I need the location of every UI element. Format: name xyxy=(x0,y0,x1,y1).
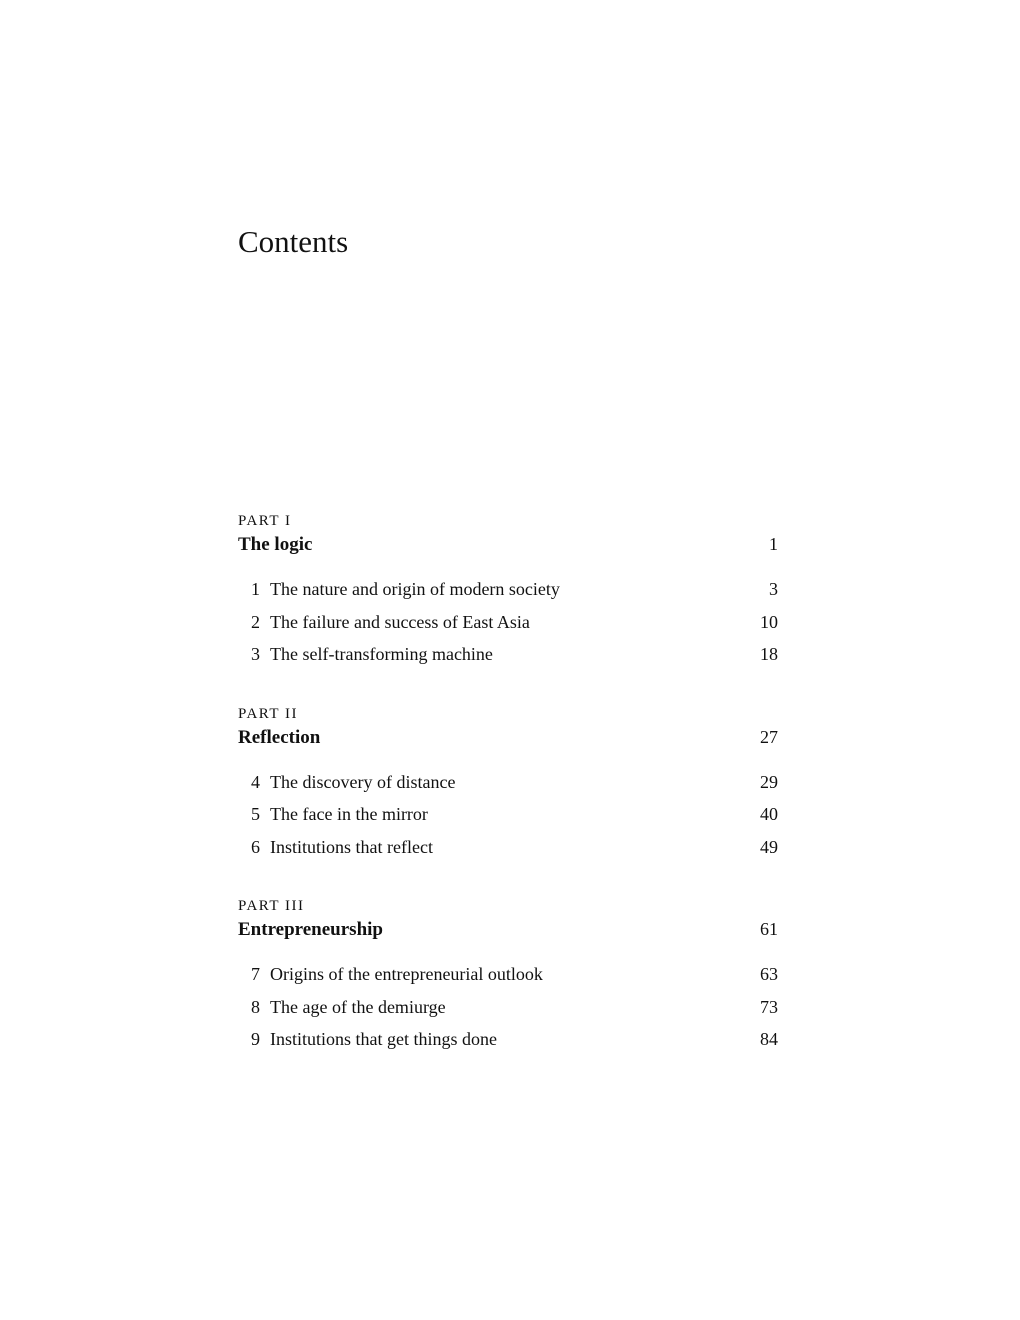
part-section xyxy=(238,897,778,1056)
page-number: 63 xyxy=(760,964,778,984)
part-label: PART I xyxy=(238,513,292,529)
part-label: PART III xyxy=(238,898,305,914)
chapter-entry xyxy=(238,573,778,606)
part-title: Entrepreneurship xyxy=(238,919,383,940)
chapter-list xyxy=(238,573,778,671)
chapter-number: 6 xyxy=(251,836,260,857)
chapter-entry xyxy=(238,1023,778,1056)
chapter-title: The face in the mirror xyxy=(270,804,428,824)
chapter-title: The age of the demiurge xyxy=(270,996,446,1017)
chapter-number: 4 xyxy=(251,771,260,792)
part-title: The logic xyxy=(238,534,313,555)
part-heading xyxy=(238,723,778,751)
chapter-entry xyxy=(238,991,778,1024)
chapter-number: 1 xyxy=(251,579,260,599)
part-section xyxy=(238,512,778,671)
page-number: 73 xyxy=(760,996,778,1017)
page-number: 18 xyxy=(760,644,778,664)
chapter-number: 8 xyxy=(251,996,260,1017)
chapter-number: 5 xyxy=(251,804,260,824)
chapter-number: 3 xyxy=(251,644,260,664)
part-section xyxy=(238,705,778,864)
chapter-list xyxy=(238,958,778,1056)
chapter-title: The failure and success of East Asia xyxy=(270,611,530,632)
part-title: Reflection xyxy=(238,726,321,748)
page-number: 84 xyxy=(760,1029,778,1049)
page-number: 10 xyxy=(760,611,778,632)
chapter-title: Institutions that reflect xyxy=(270,836,433,857)
chapter-number: 2 xyxy=(251,611,260,632)
chapter-number: 7 xyxy=(251,964,260,984)
chapter-entry xyxy=(238,831,778,864)
page-number: 29 xyxy=(760,771,778,792)
page-title: Contents xyxy=(238,224,349,259)
page-number: 1 xyxy=(769,534,778,554)
chapter-title: Origins of the entrepreneurial outlook xyxy=(270,964,543,984)
page-number: 61 xyxy=(760,919,778,939)
table-of-contents xyxy=(238,512,778,1090)
chapter-title: The nature and origin of modern society xyxy=(270,579,560,599)
page-number: 27 xyxy=(760,726,778,747)
chapter-entry xyxy=(238,766,778,799)
chapter-entry xyxy=(238,606,778,639)
page-number: 49 xyxy=(760,836,778,857)
chapter-title: The discovery of distance xyxy=(270,771,456,792)
chapter-entry xyxy=(238,958,778,991)
chapter-entry xyxy=(238,798,778,831)
chapter-title: The self-transforming machine xyxy=(270,644,493,664)
part-heading xyxy=(238,915,778,943)
chapter-list xyxy=(238,766,778,864)
part-heading xyxy=(238,530,778,558)
chapter-number: 9 xyxy=(251,1029,260,1049)
chapter-title: Institutions that get things done xyxy=(270,1029,497,1049)
page-number: 3 xyxy=(769,579,778,599)
part-label: PART II xyxy=(238,705,299,722)
chapter-entry xyxy=(238,638,778,671)
page-number: 40 xyxy=(760,804,778,824)
